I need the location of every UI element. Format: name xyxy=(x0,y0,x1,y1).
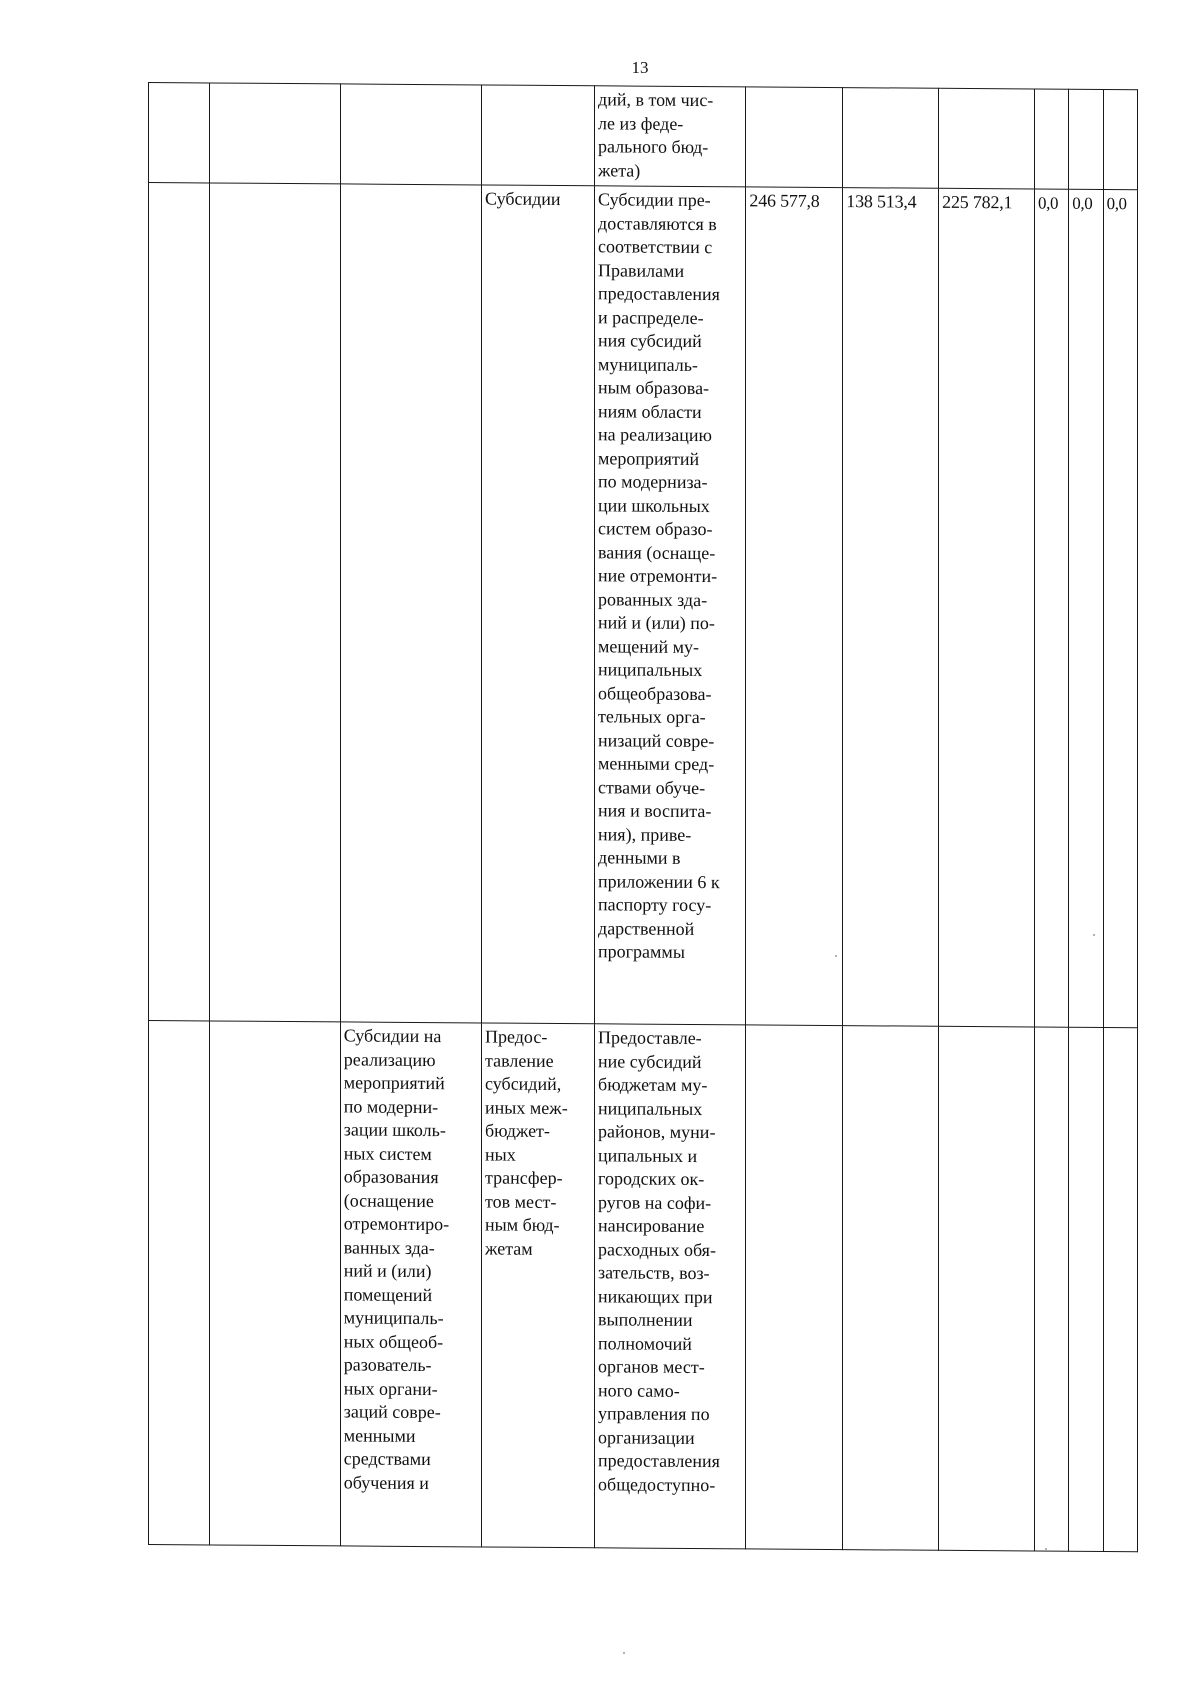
measure-cell xyxy=(340,184,481,1023)
description-cell xyxy=(595,1024,746,1549)
number-cell xyxy=(149,83,210,183)
type-text: Предос- тавление субсидий, иных меж- бюджет- ных трансфер- тов мест- ным бюд- жетам xyxy=(485,1026,568,1259)
program-cell xyxy=(209,83,340,184)
value-text: 225 782,1 xyxy=(942,191,1013,213)
value-cell xyxy=(746,87,843,188)
value-text: 0,0 xyxy=(1072,193,1093,213)
table-row xyxy=(149,83,1138,190)
value-cell xyxy=(746,187,843,1026)
description-text: дий, в том чис- ле из феде- рального бюд- жета) xyxy=(598,89,714,181)
value-cell xyxy=(939,1026,1035,1551)
number-cell xyxy=(149,1021,210,1545)
value-cell xyxy=(939,88,1035,189)
measure-cell xyxy=(340,1022,481,1547)
value-cell xyxy=(843,88,939,189)
description-cell xyxy=(595,86,746,187)
value-cell xyxy=(1035,1027,1069,1551)
value-cell xyxy=(1103,1028,1137,1552)
table-row xyxy=(149,1021,1138,1552)
number-cell xyxy=(149,183,210,1021)
table-row xyxy=(149,183,1138,1028)
value-cell xyxy=(1103,90,1137,190)
value-cell xyxy=(1069,1027,1103,1551)
value-cell xyxy=(843,188,939,1027)
value-cell xyxy=(1069,189,1103,1027)
description-text: Предоставле- ние субсидий бюджетам му- ниципальных районов, муни- ципальных и городских ок- ругов на софи- нансирование расходных обя- зательств, воз- никающих при выполнении полномочий органов мест- ного само- управления по организации предоставления общедоступно- xyxy=(598,1027,720,1495)
budget-table xyxy=(148,82,1138,1552)
value-cell xyxy=(1103,190,1137,1028)
scan-speck xyxy=(835,955,837,957)
scan-speck xyxy=(1093,934,1095,936)
type-cell xyxy=(482,185,595,1024)
value-text: 246 577,8 xyxy=(749,190,820,211)
description-cell xyxy=(595,186,746,1025)
program-cell xyxy=(209,183,340,1022)
measure-text: Субсидии на реализацию мероприятий по модерни- зации школь- ных систем образования (оснащение отремонтиро- ванных зда- ний и (или) помещений муниципаль- ных общеоб- разователь- ных органи- заций совре- менными средствами обучения и xyxy=(343,1025,450,1493)
value-cell xyxy=(939,188,1035,1027)
value-cell xyxy=(843,1026,939,1551)
value-cell xyxy=(1035,89,1069,189)
type-cell xyxy=(482,1023,595,1548)
program-cell xyxy=(209,1021,340,1546)
value-text: 0,0 xyxy=(1038,193,1059,213)
type-cell xyxy=(482,85,595,186)
description-text: Субсидии пре- доставляются в соответствии с Правилами предоставления и распределе- ния субсидий муниципаль- ным образова- ниям области на реализацию мероприятий по модерниза- ции школьных систем образо- вания (оснаще- ние отремонти- рованных зда- ний и (или) по- мещений му- ниципальных общеобразова- тельных орга- низаций совре- менными сред- ствами обуче- ния и воспита- ния), приве- денными в приложении 6 к паспорту госу- дарственной программы xyxy=(598,189,720,962)
value-cell xyxy=(746,1025,843,1550)
scan-speck xyxy=(623,1652,625,1654)
page-number: 13 xyxy=(631,58,649,77)
value-text: 138 513,4 xyxy=(846,191,917,212)
measure-cell xyxy=(340,84,481,185)
scan-speck xyxy=(1045,1548,1047,1550)
value-cell xyxy=(1069,89,1103,189)
type-text: Субсидии xyxy=(485,188,561,210)
value-text: 0,0 xyxy=(1106,194,1127,214)
value-cell xyxy=(1035,189,1069,1027)
